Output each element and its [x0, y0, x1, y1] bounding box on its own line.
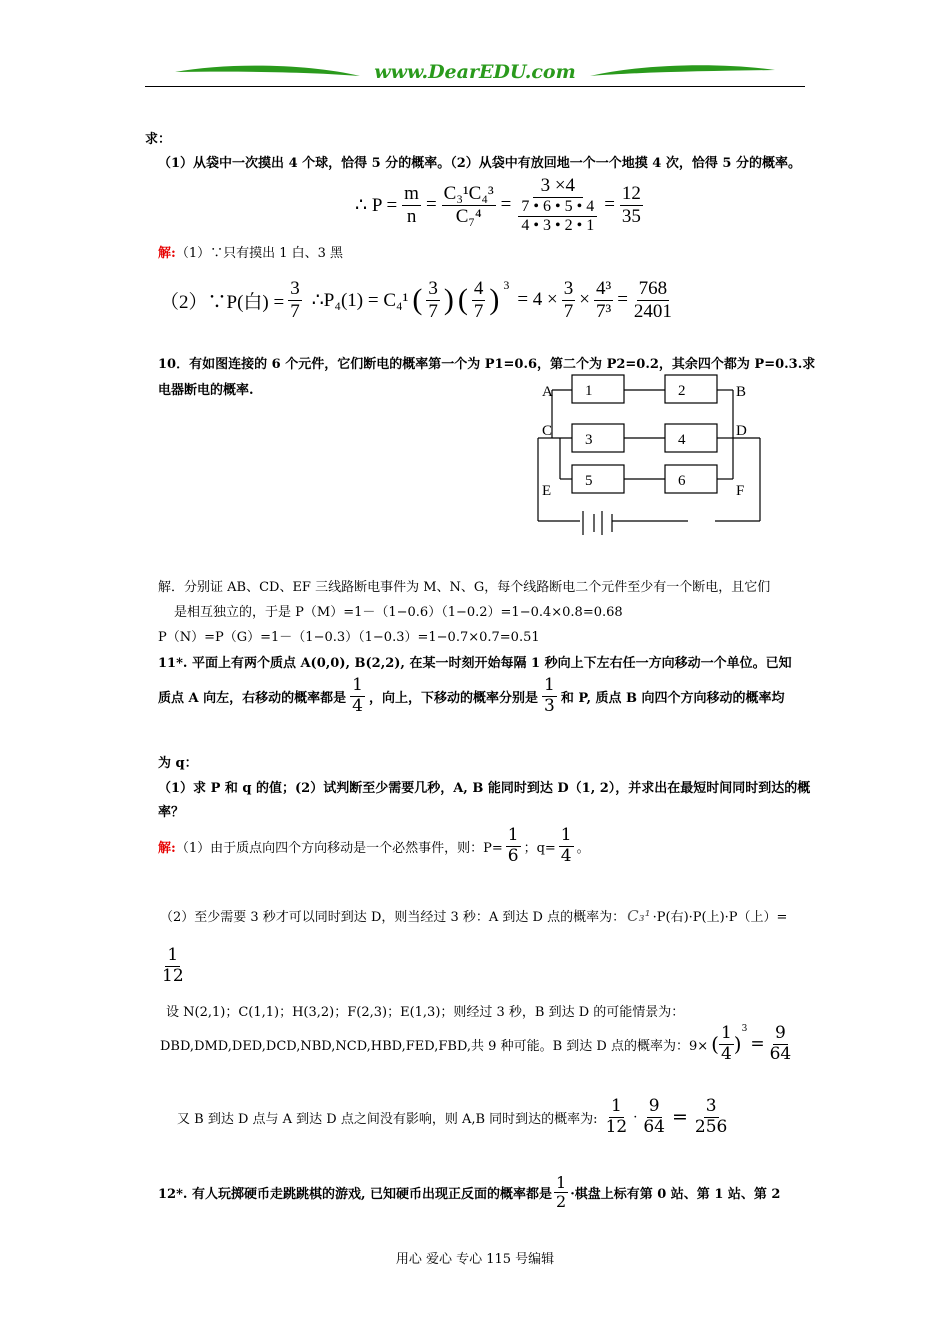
p11-r12-den: 12 — [162, 965, 184, 986]
p11-f1-den: 4 — [352, 695, 363, 716]
p11-q4-r-den: 64 — [769, 1043, 792, 1064]
p11-sol4: DBD,DMD,DED,DCD,NBD,NCD,HBD,FED,FBD,共 9 种可能。B 到达 D 点的概率为：9× — [160, 1038, 709, 1054]
p11-q-num: 1 — [560, 825, 572, 845]
problem10-solution-2: 是相互独立的，于是 P（M）=1－（1−0.6）（1−0.2）=1−0.4×0.8=0.68 — [174, 605, 623, 620]
problem10-line1: 10．有如图连接的 6 个元件，它们断电的概率第一个为 P1=0.6，第二个为 P2=0.2，其余四个都为 P=0.3.求 — [158, 357, 816, 372]
eq2-c-num: 3 — [563, 278, 574, 299]
problem10-solution-3: P（N）=P（G）=1－（1−0.3）（1−0.3）=1−0.7×0.7=0.51 — [158, 630, 540, 645]
node-label-b: B — [736, 384, 747, 400]
circuit-diagram — [530, 368, 770, 543]
p11-p-den: 6 — [507, 845, 519, 866]
eq2-eq: = 4 × — [517, 289, 558, 311]
left-swoosh — [175, 66, 360, 76]
problem11-line4: （1）求 P 和 q 的值；(2）试判断至少需要几秒，A, B 能同时到达 D（1, 2），并求出在最短时间同时到达的概 — [158, 781, 811, 796]
component-2-label: 2 — [678, 383, 686, 399]
component-1-box — [572, 375, 624, 403]
eq1-frac-comb — [442, 183, 496, 228]
solution-label: 解: — [158, 246, 176, 261]
eq2-d-den: 7³ — [596, 300, 612, 322]
p11-p-num: 1 — [507, 825, 519, 845]
equation-1: ∴ P = $\frac{m}{n}$ = $\frac{\text{C₃¹C₄³}}{\text{C₇⁴}}$ = $\frac{3 \times 4}{\frac{7 • 6 • 5 • 4}{4 • 3 • 2 • 1}}$ = $\frac{12}{35}$ — [355, 175, 641, 235]
p11-c31: C₃¹ — [627, 906, 651, 925]
eq1-comb-den: C₇⁴ — [455, 205, 482, 227]
problem11-result-1-12 — [160, 946, 186, 986]
eq2-a-den: 7 — [428, 300, 438, 322]
p11-sol1-a: （1）由于质点向四个方向移动是一个必然事件，则：P= — [175, 840, 503, 856]
eq2-b-den: 7 — [473, 300, 484, 322]
p11-fc-den: 256 — [694, 1116, 728, 1137]
problem11-solution-4: DBD,DMD,DED,DCD,NBD,NCD,HBD,FED,FBD,共 9 种可能。B 到达 D 点的概率为：9× ( $\frac{1}{4}$ ) $^3$ = $\frac{9}{64}$ — [160, 1023, 792, 1064]
p11-q4-den: 4 — [720, 1043, 732, 1064]
p11-fc-num: 3 — [705, 1096, 717, 1116]
eq2-mid: ∴P₄(1) = C₄¹ — [311, 289, 409, 311]
p11-fa-num: 1 — [610, 1096, 622, 1116]
p11-fa-den: 12 — [605, 1116, 628, 1137]
header-rule — [145, 86, 805, 87]
problem11-line2-a: 质点 A 向左，右移动的概率都是 — [158, 690, 347, 706]
eq2-d-num: 4³ — [596, 278, 612, 299]
problem10-line2: 电器断电的概率. — [158, 383, 254, 398]
p11-r12-num: 1 — [167, 945, 179, 965]
component-2-box — [665, 375, 717, 403]
problem11-solution-5: 又 B 到达 D 点与 A 到达 D 点之间没有影响，则 A,B 同时到达的概率为: $\frac{1}{12}$ · $\frac{9}{64}$ = $\frac{3}{256}$ — [177, 1096, 728, 1137]
page-footer: 用心 爱心 专心 115 号编辑 — [395, 1252, 555, 1267]
p11-q4-num: 1 — [720, 1023, 732, 1043]
eq2-times: × — [579, 289, 590, 311]
eq1-lead: ∴ P = — [355, 194, 398, 216]
component-5-box — [572, 465, 624, 493]
eq2-p-den: 7 — [290, 300, 300, 322]
component-3-label: 3 — [585, 432, 593, 448]
p11-sol2: （2）至少需要 3 秒才可以同时到达 D，则当经过 3 秒：A 到达 D 点的概率为： — [160, 910, 626, 925]
p11-q4-exp: 3 — [741, 1024, 748, 1034]
eq1-big-den — [516, 198, 599, 236]
p11-q4-r-num: 9 — [774, 1023, 786, 1043]
solution-1-text: （1）∵只有摸出 1 白、3 黑 — [175, 246, 344, 261]
eq1-m: m — [404, 182, 419, 204]
qiu-label: 求： — [145, 132, 172, 147]
p11-f1-num: 1 — [352, 675, 363, 695]
p12-h-den: 2 — [556, 1192, 567, 1212]
eq1-n: n — [406, 205, 417, 227]
node-label-e: E — [542, 483, 552, 499]
problem11-line1: 11*. 平面上有两个质点 A(0,0), B(2,2), 在某一时刻开始每隔 1 秒向上下左右任一方向移动一个单位。已知 — [158, 656, 792, 671]
eq2-p-num: 3 — [290, 278, 300, 299]
eq2-result-den: 2401 — [633, 300, 672, 322]
site-name[interactable]: www.DearEDU.com — [374, 61, 576, 83]
solution-1 — [158, 242, 343, 261]
problem11-line2-c: 和 P, 质点 B 向四个方向移动的概率均 — [560, 690, 785, 706]
node-label-f: F — [736, 483, 745, 499]
component-6-label: 6 — [678, 473, 686, 489]
equation-2: （2）∵P(白) = $\frac{3}{7}$ ∴P₄(1) = C₄¹ ( $\frac{3}{7}$ ) ( $\frac{4}{7}$ ) $^3$ = 4 × $\frac{3}{7}$ × $\frac{\text{4³}}{\text{7³}}$ = $\frac{768}{2401}$ — [160, 278, 672, 322]
problem11-solution-1 — [158, 826, 590, 866]
eq2-result-num: 768 — [638, 278, 668, 299]
eq2-b-num: 4 — [473, 278, 484, 299]
component-4-label: 4 — [678, 432, 686, 448]
p11-q-den: 4 — [560, 845, 572, 866]
problem11-solution-3: 设 N(2,1)；C(1,1)；H(3,2)；F(2,3)；E(1,3)；则经过 3 秒，B 到达 D 的可能情景为： — [166, 1005, 685, 1020]
header-logo — [170, 58, 780, 88]
p12-h-num: 1 — [556, 1173, 567, 1192]
p11-sol-label: 解: — [158, 840, 176, 856]
component-4-box — [665, 424, 717, 452]
problem11-solution-2 — [160, 906, 787, 925]
node-label-d: D — [736, 423, 747, 439]
p12-text-a: 12*. 有人玩掷硬币走跳跳棋的游戏, 已知硬币出现正反面的概率都是 — [158, 1187, 552, 1203]
p11-sol1-c: 。 — [576, 840, 590, 856]
problem11-line2-b: ，向上，下移动的概率分别是 — [368, 690, 538, 706]
p11-sol1-b: ；q= — [523, 840, 556, 856]
node-label-c: C — [542, 423, 553, 439]
p11-fb-num: 9 — [648, 1096, 660, 1116]
eq2-exp: 3 — [503, 278, 510, 292]
component-3-box — [572, 424, 624, 452]
problem9-question: （1）从袋中一次摸出 4 个球，恰得 5 分的概率。（2）从袋中有放回地一个一个地摸 4 次，恰得 5 分的概率。 — [158, 156, 801, 171]
p11-f2-num: 1 — [543, 675, 555, 695]
eq1-inner-den: 4 • 3 • 2 • 1 — [521, 217, 595, 235]
p11-fb-den: 64 — [643, 1116, 665, 1137]
problem11-line2 — [158, 676, 785, 716]
problem11-line5: 率？ — [158, 805, 185, 820]
eq1-big-num: 3 ×4 — [533, 175, 583, 198]
problem10-solution-1: 解．分别证 AB、CD、EF 三线路断电事件为 M、N、G，每个线路断电二个元件至少有一个断电，且它们 — [158, 580, 771, 595]
problem12-line1 — [158, 1174, 780, 1212]
component-5-label: 5 — [585, 473, 593, 489]
problem11-line3: 为 q： — [158, 756, 198, 771]
p11-sol5: 又 B 到达 D 点与 A 到达 D 点之间没有影响，则 A,B 同时到达的概率为: — [177, 1111, 598, 1127]
node-label-a: A — [542, 384, 553, 400]
eq2-a-num: 3 — [428, 278, 438, 299]
eq2-lead: （2）∵P(白) = — [160, 291, 285, 313]
eq1-result-num: 12 — [621, 182, 641, 204]
eq2-c-den: 7 — [563, 300, 574, 322]
component-6-box — [665, 465, 717, 493]
eq1-comb-num: C₃¹C₄³ — [443, 182, 494, 204]
component-1-label: 1 — [585, 383, 593, 399]
eq1-frac-big — [516, 175, 599, 236]
p11-sol2-tail: ·P(右)·P(上)·P（上）= — [652, 910, 788, 925]
right-swoosh — [590, 65, 775, 76]
eq1-frac-mn — [402, 183, 421, 228]
p12-text-b: ·棋盘上标有第 0 站、第 1 站、第 2 — [570, 1187, 781, 1203]
p11-f2-den: 3 — [543, 695, 555, 716]
eq1-result-den: 35 — [621, 205, 641, 227]
eq1-frac-result — [620, 183, 643, 228]
eq1-inner-num: 7 • 6 • 5 • 4 — [518, 198, 597, 217]
